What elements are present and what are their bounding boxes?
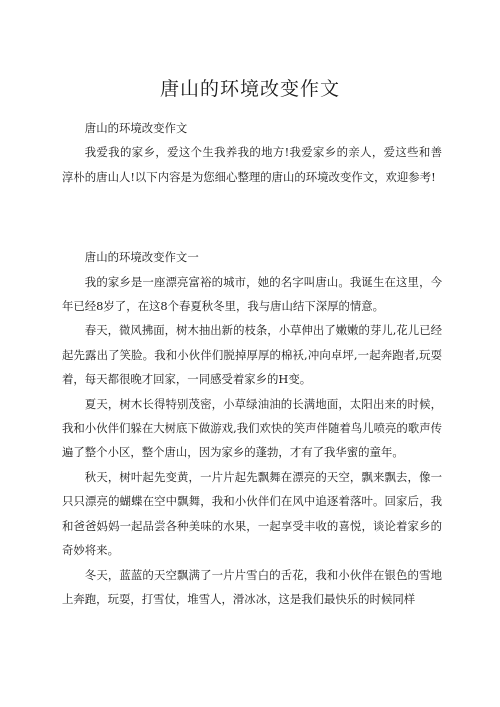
- paragraph-autumn: 秋天，树叶起先变黄，一片片起先飘舞在漂亮的天空，飘来飘去，像一只只漂亮的蝴蝶在空中飘舞，我和小伙伴们在风中追逐着落叶。回家后，我和爸爸妈妈一起品尝各种美味的水果，一起享受丰收的喜悦，谈论着家乡的奇妙将来。: [62, 469, 442, 558]
- document-body: [62, 116, 442, 611]
- paragraph-home: 我的家乡是一座漂亮富裕的城市，她的名字叫唐山。我诞生在这里，今年已经8岁了，在这8个春夏秋冬里，我与唐山结下深厚的情意。: [62, 274, 442, 314]
- document-title: 唐山的环境改变作文: [159, 78, 340, 100]
- subtitle-paragraph: 唐山的环境改变作文: [84, 121, 188, 135]
- paragraph-winter: 冬天，蓝蓝的天空飘满了一片片雪白的舌花，我和小伙伴在银色的雪地上奔跑，玩耍，打雪仗，堆雪人，滑冰冰，这是我们最快乐的时候同样: [62, 567, 442, 606]
- paragraph-spring: 春天，微风拂面，树木抽出新的枝条，小草伸出了嫩嫩的芽儿,花儿已经起先露出了笑脸。我和小伙伴们脱掉厚厚的棉袄,冲向卓坪,一起奔跑者,玩耍着，每天都很晚才回家，一同感受着家乡的H变。: [62, 323, 442, 387]
- intro-paragraph: 我爱我的家乡，爱这个生我养我的地方!我爱家乡的亲人，爱这些和善淳朴的唐山人!以下内容是为您细心整理的唐山的环境改变作文，欢迎参考!: [62, 145, 442, 184]
- section-heading: 唐山的环境改变作文一: [84, 250, 199, 265]
- paragraph-summer: 夏天，树木长得特别茂密，小草绿油油的长满地面，太阳出来的时候，我和小伙伴们躲在大树底下做游戏,我们欢快的笑声伴随着鸟儿喷亮的歌声传遍了整个小区，整个唐山，因为家乡的蓬勃，才有了我华蜜的童年。: [62, 396, 442, 460]
